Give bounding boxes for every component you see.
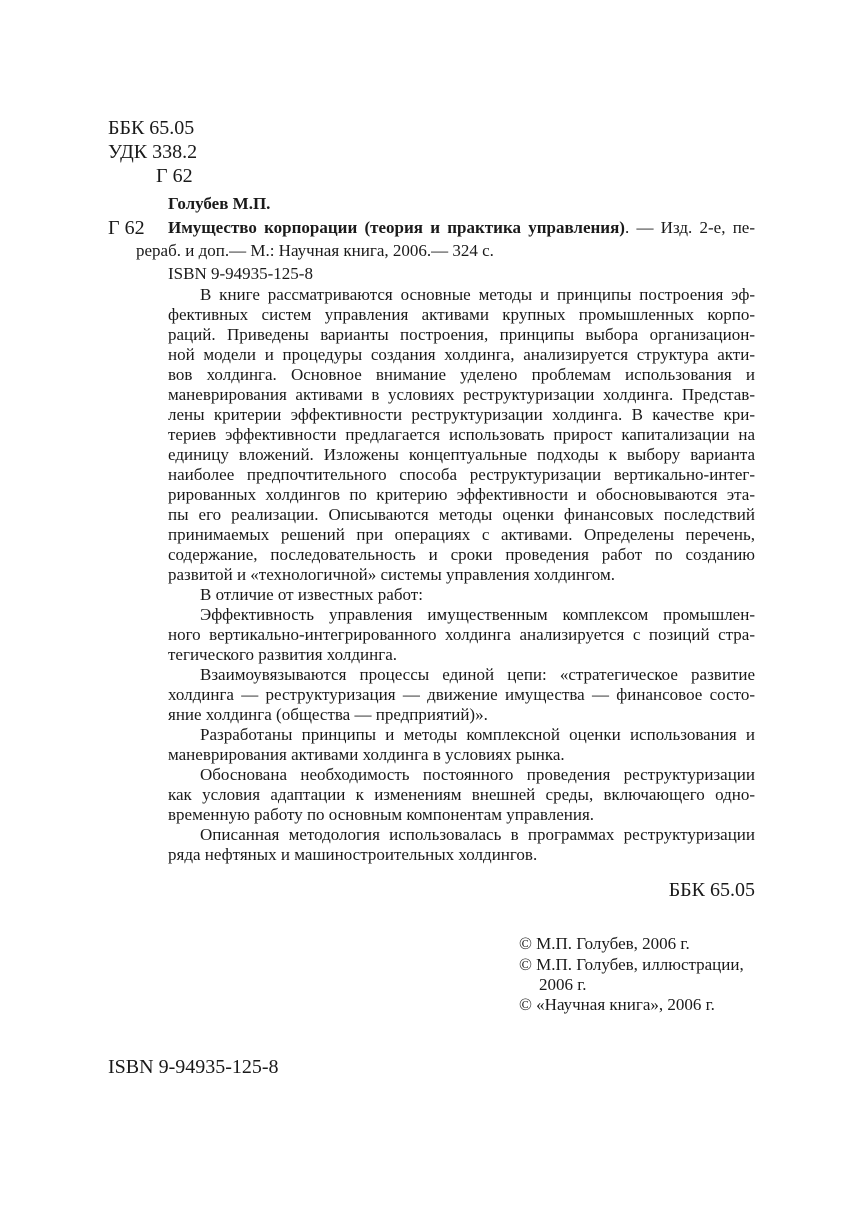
abstract-line: холдинга — реструктуризация — движение имущества — финансовое состо- bbox=[168, 685, 755, 704]
abstract-line: наиболее предпочтительного способа реструктуризации вертикально-интег- bbox=[168, 465, 755, 484]
abstract-line: Взаимоувязываются процессы единой цепи: «стратегическое развитие bbox=[200, 665, 755, 684]
abstract-line: териев эффективности предлагается использовать прирост капитализации на bbox=[168, 425, 755, 444]
abstract-line: временную работу по основным компонентам управления. bbox=[168, 805, 595, 824]
abstract-line: ной модели и процедуры создания холдинга, анализируется структура акти- bbox=[168, 345, 755, 364]
imprint-line: рераб. и доп.— М.: Научная книга, 2006.— 324 с. bbox=[136, 241, 494, 260]
author-sign-main: Г 62 bbox=[108, 217, 145, 239]
isbn-line: ISBN 9-94935-125-8 bbox=[168, 264, 313, 283]
abstract-line: лены критерии эффективности реструктуризации холдинга. В качестве кри- bbox=[168, 405, 755, 424]
abstract-line: ного вертикально-интегрированного холдинга анализируется с позиций стра- bbox=[168, 625, 755, 644]
abstract-line: пы его реализации. Описываются методы оценки финансовых последствий bbox=[168, 505, 755, 524]
abstract-line: принимаемых решений при операциях с активами. Определены перечень, bbox=[168, 525, 755, 544]
bbk-code-right: ББК 65.05 bbox=[668, 879, 755, 901]
abstract-line: Описанная методология использовалась в программах реструктуризации bbox=[200, 825, 755, 844]
abstract-line: содержание, последовательность и сроки проведения работ по созданию bbox=[168, 545, 755, 564]
abstract-line: вов холдинга. Основное внимание уделено проблемам использования и bbox=[168, 365, 755, 384]
isbn-bottom: ISBN 9-94935-125-8 bbox=[108, 1056, 279, 1078]
abstract-line: Обоснована необходимость постоянного проведения реструктуризации bbox=[200, 765, 755, 784]
author-sign-code: Г 62 bbox=[156, 165, 193, 187]
abstract-line: яние холдинга (общества — предприятий)». bbox=[168, 705, 488, 724]
copyright-line: 2006 г. bbox=[539, 975, 587, 994]
udk-code: УДК 338.2 bbox=[108, 141, 198, 163]
abstract-line: тегического развития холдинга. bbox=[168, 645, 398, 664]
abstract-line: В книге рассматриваются основные методы и принципы построения эф- bbox=[200, 285, 755, 304]
abstract-line: раций. Приведены варианты построения, принципы выбора организацион- bbox=[168, 325, 755, 344]
author-name: Голубев М.П. bbox=[168, 194, 271, 213]
title-line bbox=[168, 218, 755, 239]
abstract-line: единицу вложений. Изложены концептуальные подходы к выбору варианта bbox=[168, 445, 755, 464]
bbk-code: ББК 65.05 bbox=[108, 117, 195, 139]
abstract-line: Эффективность управления имущественным комплексом промышлен- bbox=[200, 605, 755, 624]
imprint-tail: . — Изд. 2-е, пе- bbox=[624, 218, 755, 237]
abstract-line: маневрирования активами холдинга в условиях рынка. bbox=[168, 745, 565, 764]
abstract-line: фективных систем управления активами крупных промышленных корпо- bbox=[168, 305, 755, 324]
book-title: Имущество корпорации (теория и практика управления) bbox=[168, 218, 625, 237]
abstract-line: развитой и «технологичной» системы управления холдингом. bbox=[168, 565, 615, 584]
copyright-line: © М.П. Голубев, 2006 г. bbox=[519, 934, 690, 953]
abstract-line: рированных холдингов по критерию эффективности и обосновываются эта- bbox=[168, 485, 755, 504]
copyright-line: © М.П. Голубев, иллюстрации, bbox=[519, 955, 744, 974]
abstract-line: В отличие от известных работ: bbox=[200, 585, 423, 604]
copyright-line: © «Научная книга», 2006 г. bbox=[519, 995, 715, 1014]
abstract-line: ряда нефтяных и машиностроительных холдингов. bbox=[168, 845, 538, 864]
abstract-line: маневрирования активами в условиях реструктуризации холдинга. Представ- bbox=[168, 385, 755, 404]
abstract-line: Разработаны принципы и методы комплексной оценки использования и bbox=[200, 725, 755, 744]
abstract-line: как условия адаптации к изменениям внешней среды, включающего одно- bbox=[168, 785, 755, 804]
